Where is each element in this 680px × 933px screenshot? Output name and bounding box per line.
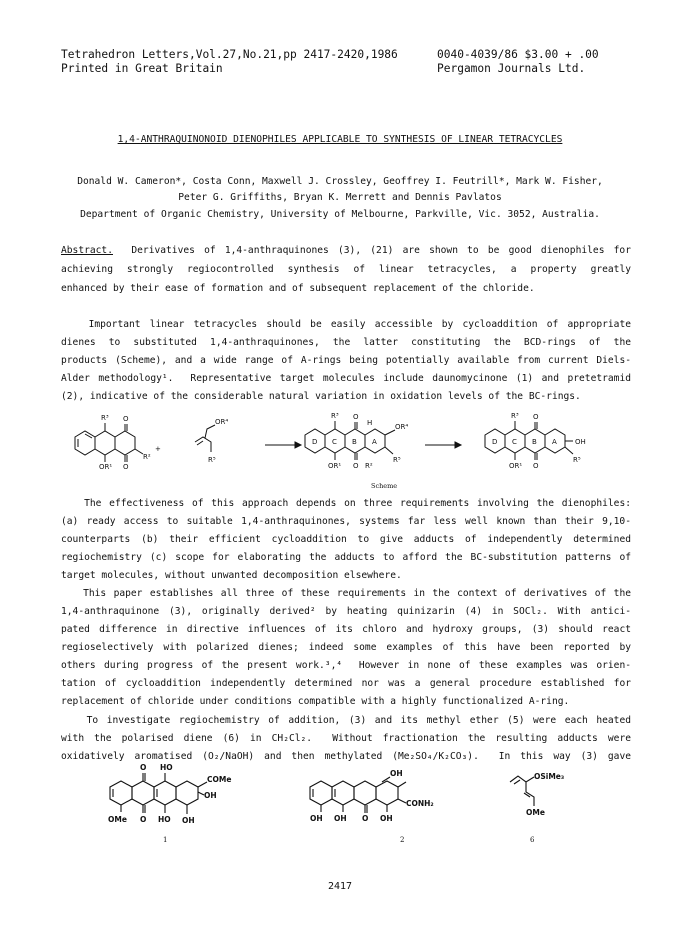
label-o-2: O [123, 463, 129, 471]
label-r5-1: R⁵ [208, 456, 216, 464]
para4-line-1: To investigate regiochemistry of addition, (3) and its methyl ether (5) were each heated [61, 715, 631, 726]
label-r2-2: R² [365, 462, 373, 470]
s6-label-ome: OMe [526, 808, 545, 817]
structures-svg [110, 762, 610, 862]
para1-line-5: (2), indicative of the considerable natural variation in oxidation levels of the BC-rings. [61, 391, 581, 402]
para2-line-3: counterparts (b) their efficient cycloaddition to give adducts of independently determined [61, 534, 631, 545]
para4-line-3: oxidatively aromatised (O₂/NaOH) and then methylated (Me₂SO₄/K₂CO₃). In this way (3) gave [61, 751, 631, 762]
publisher: Pergamon Journals Ltd. [437, 62, 586, 75]
scheme-ring-1c [115, 431, 135, 455]
structure-6-number: 6 [530, 836, 535, 844]
authors-line-2: Peter G. Griffiths, Bryan K. Merrett and Dennis Pavlatos [178, 192, 502, 203]
para3-line-3: pated difference in directive influences of its chloro and hydroxy groups, (3) should react [61, 624, 631, 635]
scheme-ring-1b [95, 431, 115, 455]
s1-label-come: COMe [207, 775, 232, 784]
label-ring-b-2: B [352, 438, 357, 446]
s2-label-o: O [362, 814, 369, 823]
paper-title: 1,4-ANTHRAQUINONOID DIENOPHILES APPLICABLE TO SYNTHESIS OF LINEAR TETRACYCLES [117, 134, 563, 145]
label-plus: + [155, 445, 161, 453]
para3-line-7: replacement of chloride under conditions compatible with a highly functionalized A-ring. [61, 696, 570, 707]
label-r5-2: R⁵ [393, 456, 401, 464]
label-ring-c-3: C [512, 438, 517, 446]
label-or1-1: OR¹ [99, 463, 113, 471]
label-o-4: O [353, 462, 359, 470]
s1-label-o-bottom: O [140, 815, 147, 824]
scheme-figure [55, 402, 635, 492]
label-ring-d-3: D [492, 438, 498, 446]
label-ring-a-2: A [372, 438, 377, 446]
label-r2-1: R² [143, 453, 151, 461]
scheme-diene [195, 425, 215, 452]
para3-line-5: others during progress of the present work.³,⁴ However in none of these examples was orien- [61, 660, 631, 671]
label-o-5: O [533, 413, 539, 421]
s6-label-osime3: OSiMe₃ [534, 772, 565, 781]
para2-line-5: target molecules, without unwanted decomposition elsewhere. [61, 570, 402, 581]
para2-line-2: (a) ready access to suitable 1,4-anthraquinones, systems far less well known than their 9,10- [61, 516, 631, 527]
para2-line-1: The effectiveness of this approach depends on three requirements involving the dienophiles: [61, 498, 631, 509]
s1-label-ho-top: HO [160, 763, 173, 772]
para4-line-2: with the polarised diene (6) in CH₂Cl₂. Without fractionation the resulting adducts were [61, 733, 631, 744]
para3-line-1: This paper establishes all three of these requirements in the context of derivatives of the [61, 588, 631, 599]
s1-label-ome: OMe [108, 815, 127, 824]
para3-line-4: regioselectively with polarized dienes; indeed some examples of this have been reported by [61, 642, 631, 653]
label-or4-1: OR⁴ [215, 418, 229, 426]
label-r5-3: R⁵ [573, 456, 581, 464]
s2-ring-4 [376, 781, 398, 805]
para1-line-1: Important linear tetracycles should be easily accessible by cycloaddition of appropriate [61, 319, 631, 330]
s2-label-oh-2: OH [334, 814, 347, 823]
structure-2-number: 2 [400, 836, 405, 844]
journal-citation: Tetrahedron Letters,Vol.27,No.21,pp 2417-2420,1986 [61, 48, 398, 61]
s2-label-conh2: CONH₂ [406, 799, 434, 808]
s1-label-oh-side: OH [204, 791, 217, 800]
s1-ring-4 [176, 781, 198, 805]
s6-diene [510, 776, 534, 806]
abstract-label: Abstract. [61, 245, 113, 256]
s1-label-ho-bottom: HO [158, 815, 171, 824]
s2-label-oh-top: OH [390, 769, 403, 778]
label-r3-1: R³ [101, 414, 109, 422]
abstract-line-2: achieving strongly regiocontrolled synthesis of linear tetracycles, a property greatly [61, 264, 631, 275]
label-ring-b-3: B [532, 438, 537, 446]
label-or1-3: OR¹ [509, 462, 523, 470]
label-or4-2: OR⁴ [395, 423, 409, 431]
label-r3-2: R³ [331, 412, 339, 420]
label-o-3: O [353, 413, 359, 421]
label-r3-3: R³ [511, 412, 519, 420]
label-h-2: H [367, 419, 373, 427]
page-number: 2417 [327, 881, 353, 892]
authors-line-1: Donald W. Cameron*, Costa Conn, Maxwell J. Crossley, Geoffrey I. Feutrill*, Mark W. Fisher, [77, 176, 603, 187]
label-oh-3: OH [575, 438, 586, 446]
abstract-text-1: Derivatives of 1,4-anthraquinones (3), (21) are shown to be good dienophiles for [112, 245, 631, 256]
abstract-line-1 [61, 244, 631, 257]
s2-label-oh-1: OH [310, 814, 323, 823]
affiliation: Department of Organic Chemistry, University of Melbourne, Parkville, Vic. 3052, Australia. [80, 209, 600, 220]
s1-label-oh-bottom: OH [182, 816, 195, 825]
printed-in: Printed in Great Britain [61, 62, 223, 75]
label-or1-2: OR¹ [328, 462, 342, 470]
label-ring-d-2: D [312, 438, 318, 446]
s1-ring-2 [132, 781, 154, 805]
s2-label-oh-3: OH [380, 814, 393, 823]
para1-line-2: dienes to substituted 1,4-anthraquinones, the latter constituting the BCD-rings of the [61, 337, 631, 348]
para1-line-3: products (Scheme), and a wide range of A-rings being potentially available from current Diels- [61, 355, 631, 366]
structure-1-number: 1 [163, 836, 168, 844]
issn-price: 0040-4039/86 $3.00 + .00 [437, 48, 599, 61]
scheme-caption: Scheme [371, 482, 398, 490]
abstract-line-3: enhanced by their ease of formation and of subsequent replacement of the chloride. [61, 283, 535, 294]
label-ring-a-3: A [552, 438, 557, 446]
para2-line-4: regiochemistry (c) scope for elaborating the adducts to afford the BC-substitution patterns of [61, 552, 631, 563]
label-ring-c-2: C [332, 438, 337, 446]
s2-ring-3 [354, 781, 376, 805]
scheme-svg [55, 402, 635, 492]
para1-line-4: Alder methodology¹. Representative target molecules include daunomycinone (1) and pretetramid [61, 373, 631, 384]
label-o-1: O [123, 415, 129, 423]
structures-figure [110, 762, 610, 862]
s1-label-o-top: O [140, 763, 147, 772]
label-o-6: O [533, 462, 539, 470]
para3-line-2: 1,4-anthraquinone (3), originally derived² by heating quinizarin (4) in SOCl₂. With antici- [61, 606, 631, 617]
para3-line-6: tation of cycloaddition independently determined nor was a general procedure established for [61, 678, 631, 689]
